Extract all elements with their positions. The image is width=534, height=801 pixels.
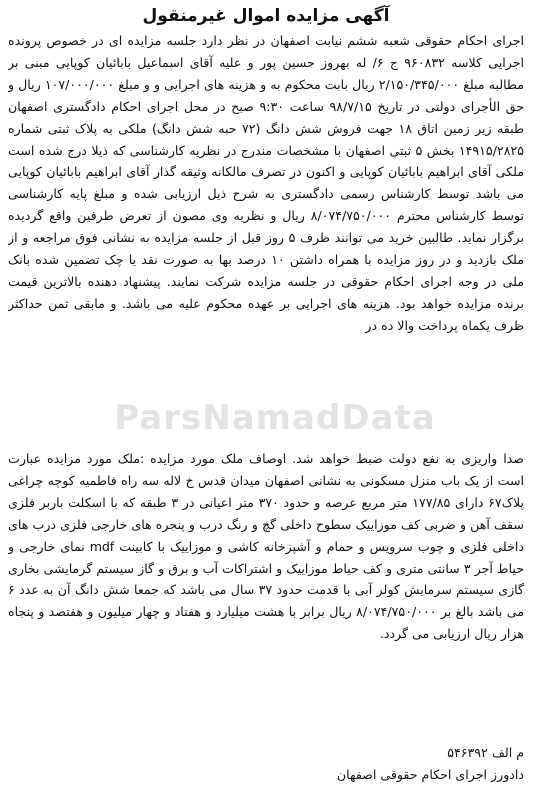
reference-number: م الف ۵۴۶۳۹۲ <box>447 745 524 760</box>
signature-line: دادورز اجرای احکام حقوقی اصفهان <box>336 766 524 782</box>
notice-title: آگهی مزایده اموال غیرمنقول <box>142 6 390 26</box>
notice-body-paragraph-1: اجرای احکام حقوقی شعبه ششم نیابت اصفهان در نظر دارد جلسه مزایده ای در خصوص پرونده اجرایی کلاسه ۹۶۰۸۳۲ ج ۶/ له بهروز حسین پور و علیه آقای اسماعیل بابائیان کوپایی مبنی بر مطالبه مبلغ ۲/۱۵۰/۳۴۵/۰۰۰ ریال بابت محکوم به و هزینه های اجرایی و و مبلغ ۱۰۷/۰۰۰/۰۰۰ ریال و حق الأجرای دولتی در تاریخ ۹۸/۷/۱۵ ساعت ۹:۳۰ صبح در محل اجرای احکام دادگستری اصفهان طبقه زیر زمین اتاق ۱۸ جهت فروش شش دانگ (۷۲ حبه شش دانگ) ملکی به پلاک ثبتی شماره ۱۴۹۱۵/۲۸۲۵ بخش ۵ ثبتی اصفهان با مشخصات مندرج در نظریه کارشناسی که ذیلا درج شده است ملکی آقای ابراهیم بابائیان کوپایی و اکنون در تصرف مالکانه وثیقه گذار آقای ابراهیم بابائیان کوپایی می باشد توسط کارشناس رسمی دادگستری به شرح ذیل ارزیابی شده و مبلغ پایه کارشناسی توسط کارشناس محترم ۸/۰۷۴/۷۵۰/۰۰۰ ریال و نظریه وی مصون از تعرض طرفین واقع گردیده برگزار نماید. طالبین خرید می توانند ظرف ۵ روز قبل از جلسه مزایده به نشانی فوق مراجعه و از ملک بازدید و در روز مزایده با همراه داشتن ۱۰ درصد بها به صورت نقد یا چک تضمین شده بانک ملی در وجه اجرای احکام حقوقی در جلسه مزایده شرکت نمایند. پیشنهاد دهنده بالاترین قیمت برنده مزایده خواهد بود. هزینه های اجرایی بر عهده محکوم علیه می باشد. و مابقی ثمن حداکثر ظرف یکماه پرداخت والا ده در <box>8 33 524 333</box>
watermark-logo: ParsNamadData <box>114 398 436 438</box>
notice-body-paragraph-2: صدا واریزی به نفع دولت ضبط خواهد شد. اوصاف ملک مورد مزایده :ملک مورد مزایده عبارت است از یک باب منزل مسکونی به نشانی اصفهان میدان قدس خ لاله سه راه فاطمیه کوچه چراغی پلاک۶۷ دارای ۱۷۷/۸۵ متر مربع عرصه و حدود ۳۷۰ متر اعیانی در ۳ طبقه که با اسکلت باربر فلزی سقف آهن و ضربی کف موزاییک سطوح داخلی گچ و رنگ درب و پنجره های خارجی فلزی درب های داخلی فلزی و چوب سرویس و حمام و آشپزخانه کاشی و موزاییک با کابینت mdf نمای خارجی و حیاط آجر ۳ سانتی متری و کف حیاط موزاییک و اشتراکات آب و برق و گاز سیستم گرمایشی بخاری گازی سیستم سرمایش کولر آبی با قدمت حدود ۳۷ سال می باشد که جمعا شش دانگ آن به عدد ۶ می باشد بالغ بر ۸/۰۷۴/۷۵۰/۰۰۰ ریال برابر با هشت میلیارد و هفتاد و چهار میلیون و هفتصد و پنجاه هزار ریال ارزیابی می گردد. <box>8 451 524 642</box>
